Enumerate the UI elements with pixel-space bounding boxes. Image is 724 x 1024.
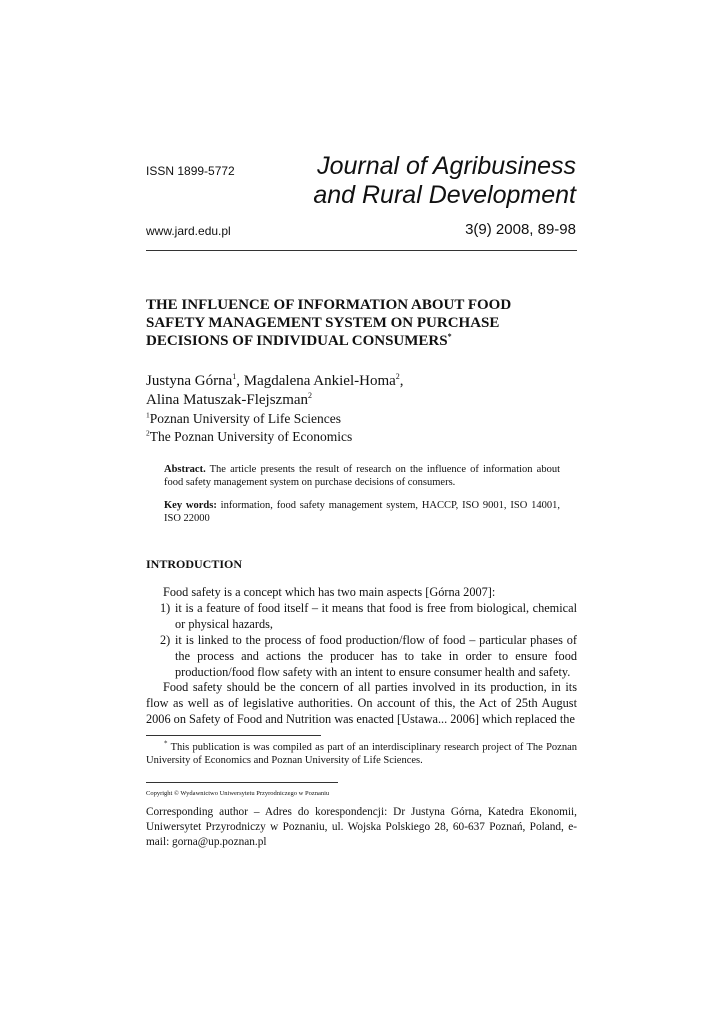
- footnote-mark: *: [164, 739, 168, 748]
- keywords-text: information, food safety management system, HACCP, ISO 9001, ISO 14001, ISO 22000: [164, 500, 561, 524]
- list-item: [160, 600, 577, 632]
- abstract-label: Abstract.: [164, 464, 206, 475]
- author-1: Justyna Górna: [146, 373, 233, 389]
- author-separator: ,: [399, 373, 404, 389]
- intro-paragraph-1: Food safety is a concept which has two main aspects [Górna 2007]:: [163, 585, 496, 599]
- title-footnote-mark: *: [447, 332, 452, 341]
- intro-paragraph-2: Food safety should be the concern of all parties involved in its production, in its flow as well as of legislative authorities. On account of this, the Act of 25th August 2006 on Safety of Food and Nutrition was enacted [Ustawa... 2006] which replaced the: [146, 680, 577, 726]
- title-line-3-text: DECISIONS OF INDIVIDUAL CONSUMERS: [146, 333, 448, 349]
- affiliation-1-name: Poznan University of Life Sciences: [149, 411, 341, 426]
- journal-title-line1: Journal of Agribusiness: [317, 152, 576, 180]
- author-3: Alina Matuszak-Flejszman: [146, 392, 309, 408]
- title-line-3: [146, 332, 586, 350]
- author-line-1: [146, 372, 404, 391]
- list-item: [160, 632, 577, 680]
- affiliation-2-mark: 2: [146, 428, 150, 438]
- list-item-text: it is a feature of food itself – it means that food is free from biological, chemical or physical hazards,: [175, 601, 577, 631]
- author-list: [146, 372, 404, 410]
- keywords: [164, 499, 560, 525]
- list-item-text: it is linked to the process of food production/flow of food – particular phases of the process and actions the producer has to take in order to ensure food production/food flow safety with an intent to ensure consumer health and safety.: [175, 633, 577, 679]
- article-title: [146, 296, 586, 350]
- footer-rule: [146, 782, 338, 783]
- journal-website: www.jard.edu.pl: [146, 224, 231, 238]
- copyright-notice: Copyright © Wydawnictwo Uniwersytetu Przyrodniczego w Poznaniu: [146, 790, 330, 797]
- abstract-text: The article presents the result of research on the influence of information about food safety management system on purchase decisions of consumers.: [164, 464, 560, 488]
- author-3-affil: 2: [308, 391, 313, 400]
- affiliation-2: [146, 428, 352, 446]
- list-item-number: 1): [160, 601, 171, 615]
- author-2: Magdalena Ankiel-Homa: [243, 373, 396, 389]
- affiliation-1-mark: 1: [146, 410, 150, 420]
- keywords-label: Key words:: [164, 500, 217, 511]
- issn-number: ISSN 1899-5772: [146, 164, 235, 178]
- affiliation-1: [146, 410, 352, 428]
- journal-title: [313, 152, 576, 210]
- list-item-number: 2): [160, 633, 171, 647]
- footnote-text: This publication is was compiled as part of an interdisciplinary research project of The Poznan University of Economics and Poznan University of Life Sciences.: [146, 742, 577, 766]
- journal-title-line2: and Rural Development: [313, 181, 576, 209]
- abstract: [164, 463, 560, 489]
- title-line-1: THE INFLUENCE OF INFORMATION ABOUT FOOD: [146, 297, 512, 313]
- footnote-rule: [146, 735, 321, 736]
- title-line-2: SAFETY MANAGEMENT SYSTEM ON PURCHASE: [146, 315, 500, 331]
- affiliations: [146, 410, 352, 446]
- author-1-affil: 1: [232, 372, 237, 381]
- author-separator: ,: [236, 373, 244, 389]
- issue-info: 3(9) 2008, 89-98: [465, 221, 576, 238]
- author-line-2: [146, 391, 404, 410]
- section-heading: INTRODUCTION: [146, 557, 243, 571]
- footnote: [146, 741, 577, 767]
- author-2-affil: 2: [395, 372, 400, 381]
- affiliation-2-name: The Poznan University of Economics: [149, 429, 353, 444]
- header-rule: [146, 250, 577, 251]
- corresponding-author: Corresponding author – Adres do korespondencji: Dr Justyna Górna, Katedra Ekonomii, Uniwersytet Przyrodniczy w Poznaniu, ul. Wojska Polskiego 28, 60-637 Poznań, Poland, e-mail: gorna@up.poznan.pl: [146, 806, 577, 848]
